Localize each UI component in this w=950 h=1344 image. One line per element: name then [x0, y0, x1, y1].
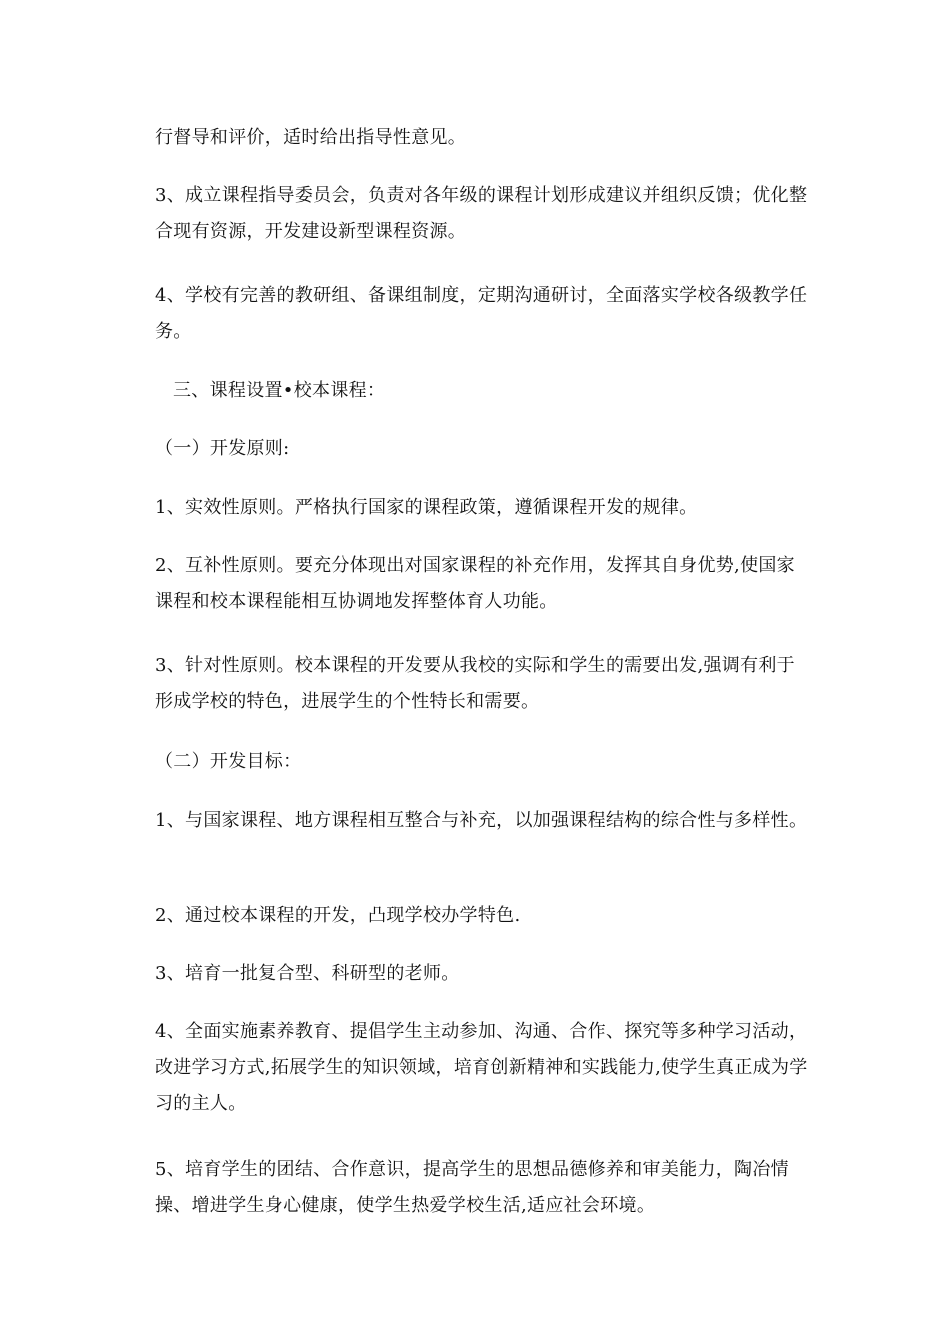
paragraph-goal-5: 5、培育学生的团结、合作意识，提高学生的思想品德修养和审美能力，陶冶情操、增进学生身心健康，使学生热爱学校生活,适应社会环境。 — [155, 1159, 789, 1216]
paragraph-principle-1: 1、实效性原则。严格执行国家的课程政策，遵循课程开发的规律。 — [155, 497, 698, 518]
paragraph-item-4-teaching: 4、学校有完善的教研组、备课组制度，定期沟通研讨，全面落实学校各级教学任务。 — [155, 285, 808, 342]
paragraph-goal-4: 4、全面实施素养教育、提倡学生主动参加、沟通、合作、探究等多种学习活动，改进学习方式,拓展学生的知识领域，培育创新精神和实践能力,使学生真正成为学习的主人。 — [155, 1021, 808, 1114]
paragraph-goal-2: 2、通过校本课程的开发，凸现学校办学特色. — [155, 905, 521, 926]
paragraph-item-3-committee: 3、成立课程指导委员会，负责对各年级的课程计划形成建议并组织反馈；优化整合现有资源，开发建设新型课程资源。 — [155, 185, 808, 242]
subheading-goals: （二）开发目标： — [155, 751, 302, 772]
section-heading-three: 三、课程设置•校本课程： — [173, 380, 386, 401]
subheading-principles: （一）开发原则: — [155, 438, 290, 459]
paragraph-goal-3: 3、培育一批复合型、科研型的老师。 — [155, 963, 460, 984]
paragraph-principle-2: 2、互补性原则。要充分体现出对国家课程的补充作用，发挥其自身优势,使国家课程和校本课程能相互协调地发挥整体育人功能。 — [155, 555, 795, 612]
paragraph-goal-1: 1、与国家课程、地方课程相互整合与补充，以加强课程结构的综合性与多样性。 — [155, 810, 808, 831]
paragraph-principle-3: 3、针对性原则。校本课程的开发要从我校的实际和学生的需要出发,强调有利于形成学校的特色，进展学生的个性特长和需要。 — [155, 655, 795, 712]
paragraph-supervision: 行督导和评价，适时给出指导性意见。 — [155, 127, 467, 148]
